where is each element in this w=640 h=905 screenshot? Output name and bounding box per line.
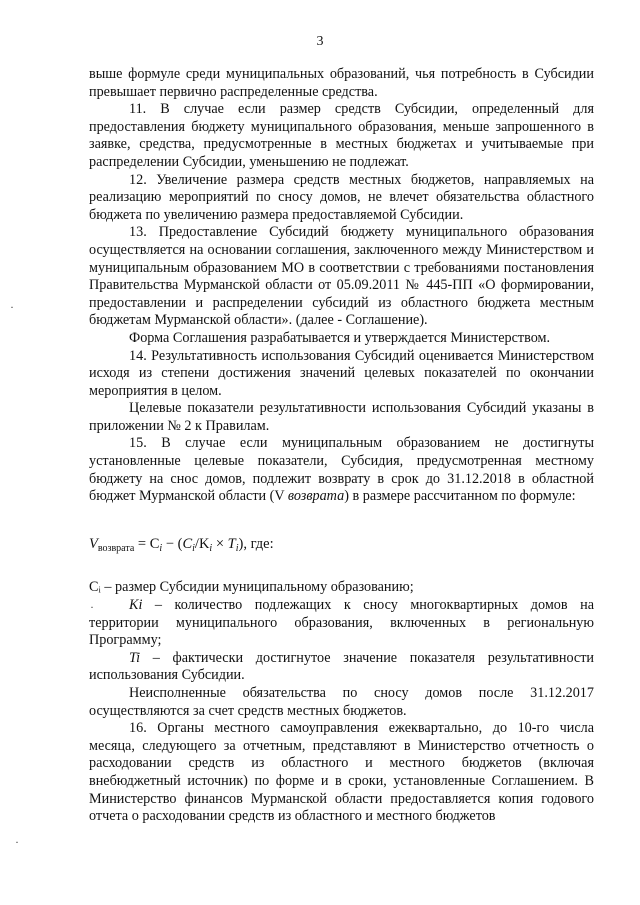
definition-k bbox=[89, 597, 594, 650]
definition-k-text: – количество подлежащих к сносу многоквартирных домов на территории муниципального образования, включенных в региональную Программу; bbox=[89, 597, 594, 649]
paragraph-15-italic: возврата bbox=[287, 488, 345, 505]
formula-minus: − ( bbox=[162, 535, 183, 552]
formula-c1-sub: i bbox=[159, 542, 163, 554]
paragraph-13: 13. Предоставление Субсидий бюджету муниципального образования осуществляется на основании соглашения, заключенного между Министерством и муниципальным образованием МО в соответствии с требованиями постановления Правительства Мурманской области от 05.09.2011 № 445-ПП «О формировании, предоставлении и распределении субсидий из областного бюджета местным бюджетам Мурманской области». (далее - Соглашение). bbox=[89, 224, 594, 329]
paragraph-15-end: ) в размере рассчитанном по формуле: bbox=[344, 488, 576, 505]
scan-mark: · bbox=[15, 835, 19, 849]
definition-k-var: Ki bbox=[129, 597, 143, 614]
paragraph-unfulfilled: Неисполненные обязательства по сносу домов после 31.12.2017 осуществляются за счет средств местных бюджетов. bbox=[89, 685, 594, 719]
paragraph-15-start: 15. В случае если муниципальным образованием не достигнуты установленные целевые показатели, Субсидия, предусмотренная местному бюджету на снос домов, подлежит возврату в срок до 31.12.2018 в областной бюджет Мурманской области (V bbox=[89, 435, 594, 505]
definition-t-text: – фактически достигнутое значение показателя результативности использования Субсидии. bbox=[89, 649, 594, 684]
formula-t-sub: i bbox=[235, 542, 239, 554]
document-body bbox=[89, 66, 594, 826]
formula-k-sub: i bbox=[209, 542, 213, 554]
formula-close: ), где: bbox=[238, 535, 274, 552]
formula-eq: = bbox=[134, 535, 150, 552]
formula-slash: / bbox=[194, 535, 199, 552]
paragraph-16: 16. Органы местного самоуправления ежеквартально, до 10-го числа месяца, следующего за отчетным, представляют в Министерство отчетность о расходовании средств из областного и местного бюджетов (включая внебюджетный источник) по форме и в сроки, установленные Соглашением. В Министерство финансов Мурманской области предоставляется копия годового отчета о расходовании средств из областного и местного бюджетов bbox=[89, 720, 594, 825]
page-number: 3 bbox=[316, 34, 324, 49]
paragraph-14: 14. Результативность использования Субсидий оценивается Министерством исходя из степени достижения значений целевых показателей по окончании мероприятия в целом. bbox=[89, 347, 594, 399]
paragraph-14-indicators: Целевые показатели результативности использования Субсидий указаны в приложении № 2 к Правилам. bbox=[89, 400, 594, 434]
formula-c2-sub: i bbox=[192, 542, 195, 554]
paragraph-11: 11. В случае если размер средств Субсидии, определенный для предоставления бюджету муниципального образования, меньше запрошенного в заявке, средства, предусмотренные в местных бюджетах и учитываемые при распределении Субсидии, уменьшению не подлежат. bbox=[89, 101, 594, 170]
definition-t-var: Ti bbox=[129, 649, 141, 666]
formula-times: × bbox=[212, 535, 228, 552]
formula-c2: C bbox=[182, 535, 193, 552]
formula-v: V bbox=[89, 535, 98, 552]
formula-k: K bbox=[198, 535, 210, 552]
paragraph-15 bbox=[89, 435, 594, 505]
formula-t: T bbox=[227, 535, 236, 552]
formula-v-sub: возврата bbox=[97, 542, 135, 554]
scan-mark: · bbox=[10, 300, 14, 314]
paragraph-12: 12. Увеличение размера средств местных бюджетов, направляемых на реализацию мероприятий по сносу домов, не влечет обязательства областного бюджета по увеличению размера предоставляемой Субсидии. bbox=[89, 171, 594, 223]
paragraph-13-form: Форма Соглашения разрабатывается и утверждается Министерством. bbox=[129, 329, 551, 346]
definition-c: Cᵢ – размер Субсидии муниципальному образованию; bbox=[89, 579, 414, 596]
paragraph-continuation: выше формуле среди муниципальных образований, чья потребность в Субсидии превышает первично распределенные средства. bbox=[89, 66, 594, 100]
formula-c1: C bbox=[149, 535, 160, 552]
formula bbox=[89, 536, 594, 558]
scan-mark: · bbox=[90, 600, 94, 614]
definition-t bbox=[89, 650, 594, 685]
